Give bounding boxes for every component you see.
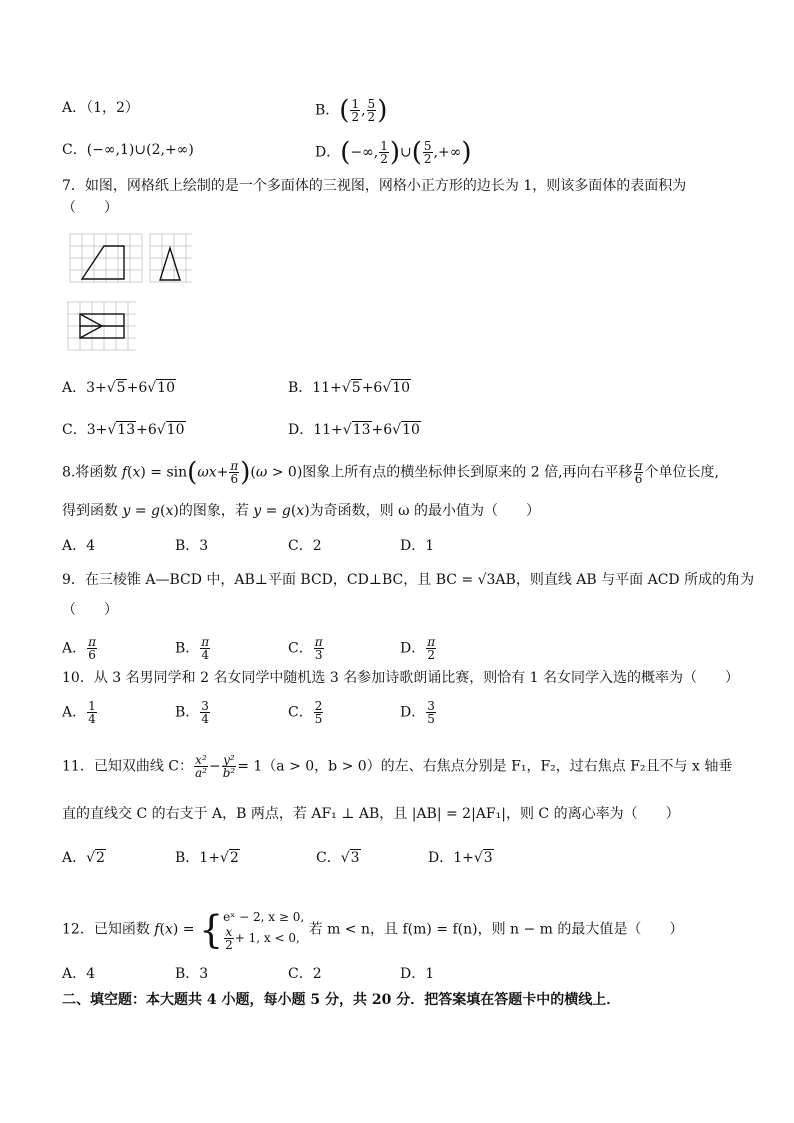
- q8-line2: 得到函数 y = g(x)的图象，若 y = g(x)为奇函数，则 ω 的最小值为（ ）: [62, 503, 540, 519]
- q9-stem: 9．在三棱锥 A—BCD 中，AB⊥平面 BCD，CD⊥BC，且 BC = √3AB，则直线 AB 与平面 ACD 所成的角为: [62, 572, 755, 588]
- q9-b-label: B．: [175, 640, 200, 657]
- q7-paren: （ ）: [62, 200, 118, 216]
- q11-option-c: C．√3: [316, 850, 360, 866]
- q6-option-c-label: C．: [62, 142, 87, 158]
- q12-case1: eˣ − 2, x ≥ 0,: [223, 910, 305, 924]
- q12-option-b: B．3: [175, 966, 209, 982]
- q7-option-c: C．3+√13+6√10: [62, 422, 185, 438]
- q7-option-d: D．11+√13+6√10: [288, 422, 420, 438]
- q10-option-c: C． $\frac{2}{5}$: [288, 699, 323, 726]
- q11-option-a: A．√2: [62, 850, 105, 866]
- q10-a-label: A．: [62, 704, 87, 721]
- q10-stem: 10．从 3 名男同学和 2 名女同学中随机选 3 名参加诗歌朗诵比赛，则恰有 1 名女同学入选的概率为（ ）: [62, 670, 740, 686]
- q9-d-label: D．: [400, 640, 426, 657]
- q6-option-a: A．（1，2）: [62, 100, 139, 116]
- q8-option-b: B．3: [175, 538, 209, 554]
- q6-option-c: C．(−∞,1)∪(2,+∞): [62, 142, 194, 158]
- q12-pre: 12．已知函数: [62, 921, 150, 938]
- q9-option-c: C． $\frac{\pi}{3}$: [288, 635, 323, 662]
- q9-a-label: A．: [62, 640, 87, 657]
- q7-option-b: B．11+√5+6√10: [288, 380, 411, 396]
- q6-option-b-label: B．: [315, 102, 340, 119]
- q10-option-d: D． $\frac{3}{5}$: [400, 699, 435, 726]
- q12-case2: + 1, x < 0,: [234, 931, 300, 945]
- side-view-triangle: [160, 248, 180, 280]
- q12-post: 若 m < n，且 f(m) = f(n)，则 n − m 的最大值是（ ）: [308, 921, 684, 938]
- q7-stem: 7．如图，网格纸上绘制的是一个多面体的三视图，网格小正方形的边长为 1，则该多面体的表面积为: [62, 178, 687, 194]
- q6-option-d: D．(−∞, $\frac{1}{2}$ )∪( $\frac{5}{2}$ ,+∞): [315, 137, 472, 168]
- q6-option-d-label: D．: [315, 144, 341, 161]
- q8-option-d: D．1: [400, 538, 435, 554]
- q9-option-a: A． $\frac{\pi}{6}$: [62, 635, 97, 662]
- q12-option-c: C．2: [288, 966, 322, 982]
- q9-option-b: B． $\frac{\pi}{4}$: [175, 635, 210, 662]
- q8-option-c: C．2: [288, 538, 322, 554]
- q8-line2-c: 为奇函数，则 ω 的最小值为（ ）: [309, 503, 540, 519]
- q11-line1-pre: 11．已知双曲线 C：: [62, 758, 193, 775]
- q10-option-b: B． $\frac{3}{4}$: [175, 699, 209, 726]
- side-view-grid: [150, 234, 192, 282]
- front-view-grid: [70, 234, 142, 282]
- q11-line1-post: （a > 0，b > 0）的左、右焦点分别是 F₁，F₂，过右焦点 F₂且不与 x 轴垂: [262, 758, 733, 775]
- q10-d-label: D．: [400, 704, 426, 721]
- q11-line2: 直的直线交 C 的右支于 A，B 两点，若 AF₁ ⊥ AB，且 |AB| = 2|AF₁|，则 C 的离心率为（ ）: [62, 806, 680, 822]
- q7-option-a: A．3+√5+6√10: [62, 380, 175, 396]
- q10-c-label: C．: [288, 704, 313, 721]
- q10-option-a: A． $\frac{1}{4}$: [62, 699, 96, 726]
- q8-line1-mid: 图象上所有点的横坐标伸长到原来的 2 倍,再向右平移: [302, 464, 633, 481]
- section-2-heading: 二、填空题：本大题共 4 小题，每小题 5 分，共 20 分．把答案填在答题卡中的横线上．: [62, 992, 621, 1008]
- top-view-outline: [80, 314, 124, 338]
- q12-stem: 12．已知函数 f(x) = {eˣ − 2, x ≥ 0, $\frac{x}{2}$ + 1, x < 0, 若 m < n，且 f(m) = f(n)，则 n − m 的最大值是（ ）: [62, 907, 684, 952]
- three-view-figure: [66, 232, 196, 354]
- q8-line1-post: 个单位长度,: [644, 464, 719, 481]
- q11-option-d: D．1+√3: [428, 850, 493, 866]
- q8-line1: 8.将函数 f(x) = sin(ωx+ $\frac{\pi}{6}$ )(ω > 0)图象上所有点的横坐标伸长到原来的 2 倍,再向右平移 $\frac{\pi}{6}$ 个单位长度,: [62, 457, 719, 488]
- q8-option-a: A．4: [62, 538, 96, 554]
- q9-option-d: D． $\frac{\pi}{2}$: [400, 635, 436, 662]
- q9-paren: （ ）: [62, 602, 118, 618]
- q8-line2-b: 的图象，若: [178, 503, 249, 519]
- q8-line2-a: 得到函数: [62, 503, 118, 519]
- q12-option-d: D．1: [400, 966, 435, 982]
- q8-line1-pre: 8.将函数: [62, 464, 118, 481]
- q6-option-b: B．( $\frac{1}{2}$ , $\frac{5}{2}$ ): [315, 95, 388, 126]
- q9-c-label: C．: [288, 640, 313, 657]
- q10-b-label: B．: [175, 704, 200, 721]
- q12-option-a: A．4: [62, 966, 96, 982]
- q11-option-b: B．1+√2: [175, 850, 239, 866]
- q11-line1: 11．已知双曲线 C： $\frac{\text{x²}}{\text{a²}}$ − $\frac{\text{y²}}{\text{b²}}$ = 1（a > 0，b > 0）的左、右焦点分别是 F₁，F₂，过右焦点 F₂且不与 x 轴垂: [62, 753, 733, 780]
